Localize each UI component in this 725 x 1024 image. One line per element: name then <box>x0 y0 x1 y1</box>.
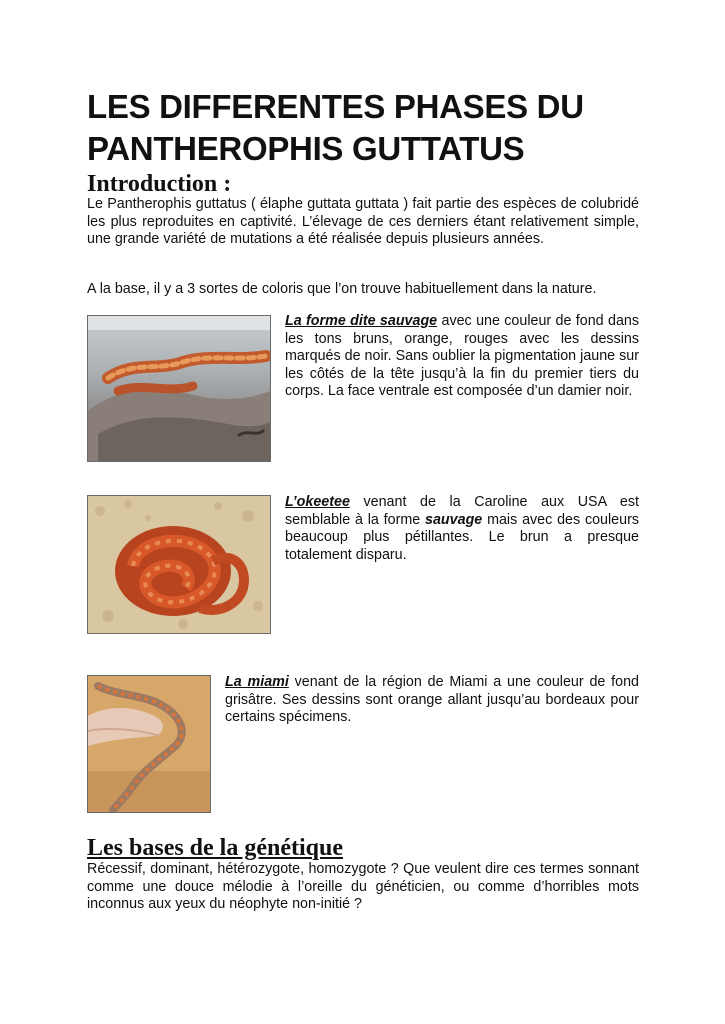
phase-miami-text: venant de la région de Miami a une couleur de fond grisâtre. Ses dessins sont orange allant jusqu’au bordeaux pour certains spécimens. <box>225 674 639 726</box>
coiled-snake-photo <box>87 495 271 634</box>
intro-paragraph: Le Pantherophis guttatus ( élaphe guttata guttata ) fait partie des espèces de colubridé les plus reproduites en captivité. L’élevage de ces derniers étant relativement simple, une grande variété de mutations a été réalisée depuis plusieurs années. <box>87 196 639 248</box>
intro-base-sentence: A la base, il y a 3 sortes de coloris que l’on trouve habituellement dans la nature. <box>87 281 597 297</box>
phase-miami-description <box>225 674 639 727</box>
phase-okeetee-text-b: mais avec des couleurs beaucoup plus pétillantes. Le brun a presque totalement disparu. <box>285 511 639 563</box>
phase-okeetee-name: L’okeetee <box>285 494 350 510</box>
snake-in-hand-image <box>88 676 210 812</box>
phase-sauvage-text: avec une couleur de fond dans les tons bruns, orange, rouges avec les dessins marqués de noir. Sans oublier la pigmentation jaune sur les côtés de la tête jusqu’à la fin du premier tiers du corps. La face ventrale est composée d’un damier noir. <box>285 313 639 400</box>
phase-okeetee-description <box>285 494 639 564</box>
title-line-1: LES DIFFERENTES PHASES DU <box>87 88 584 125</box>
phase-miami-name: La miami <box>225 674 289 690</box>
document-title <box>87 86 647 170</box>
phase-sauvage-name: La forme dite sauvage <box>285 313 438 329</box>
phase-okeetee-emphasis: sauvage <box>425 511 483 528</box>
coiled-snake-image <box>88 496 270 633</box>
snake-in-hand-photo <box>87 675 211 813</box>
phase-sauvage-description <box>285 313 639 401</box>
snake-on-branch-photo <box>87 315 271 462</box>
snake-on-branch-image <box>88 316 270 461</box>
title-line-2: PANTHEROPHIS GUTTATUS <box>87 130 525 167</box>
genetics-heading: Les bases de la génétique <box>87 835 344 861</box>
genetics-paragraph: Récessif, dominant, hétérozygote, homozygote ? Que veulent dire ces termes sonnant comme une douce mélodie à l’oreille du généticien, ou comme d’horribles mots inconnus aux yeux du néophyte non-initié ? <box>87 861 639 913</box>
intro-heading: Introduction : <box>87 171 232 197</box>
phase-okeetee-text-a: venant de la Caroline aux USA est semblable à la forme <box>285 494 639 528</box>
